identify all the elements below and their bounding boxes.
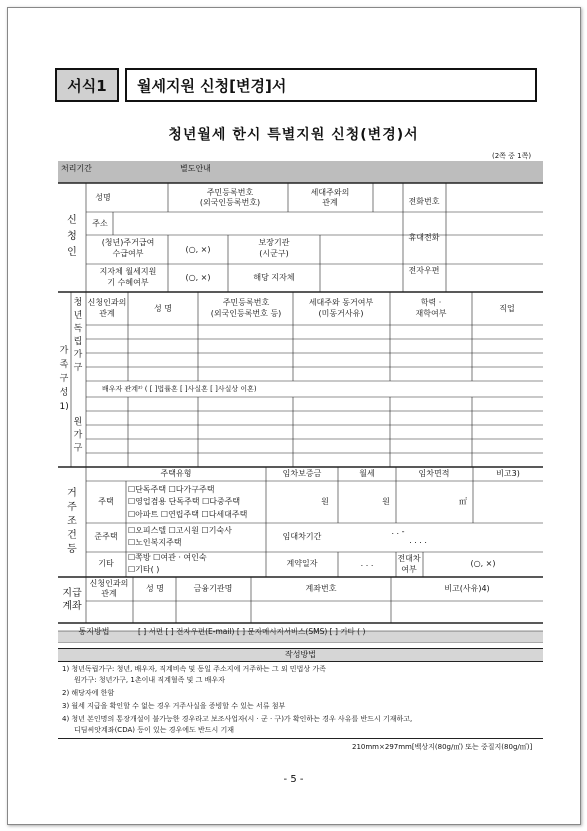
deposit-unit: 원 bbox=[321, 497, 329, 506]
sublease-label-1: 전대차 bbox=[397, 554, 421, 563]
family-section-label: 가족구성1) bbox=[59, 346, 69, 412]
note-4b: 디딤씨앗계좌(CDA) 등이 있는 경우에도 반드시 기재 bbox=[74, 726, 235, 734]
form-name: 월세지원 신청[변경]서 bbox=[125, 68, 537, 102]
family-col-job: 직업 bbox=[499, 304, 515, 313]
housing-section-label: 거주조건등 bbox=[67, 488, 77, 555]
house-options-2[interactable]: ☐영업겸용 단독주택 ☐다중주택 bbox=[128, 497, 241, 506]
security-agency-label-2: (시군구) bbox=[259, 249, 289, 258]
account-col-number: 계좌번호 bbox=[305, 584, 337, 593]
notice-method-options[interactable]: [ ] 서면 [ ] 전자우편(E-mail) [ ] 문자메시지서비스(SMS) [ ] 기타 ( ) bbox=[138, 627, 366, 636]
guide-bottom-rule bbox=[58, 738, 543, 739]
family-col-rrn-2: (외국인등록번호 등) bbox=[210, 309, 282, 318]
family-col-house-2: (미동거사유) bbox=[318, 309, 364, 318]
housing-benefit-label-2: 수급여부 bbox=[112, 249, 144, 258]
lease-dates-2: . . . . bbox=[409, 536, 427, 545]
sublease-label-2: 여부 bbox=[401, 565, 417, 574]
account-col-bank: 금융기관명 bbox=[193, 584, 233, 593]
house-type-label: 주택 bbox=[98, 497, 114, 506]
quasi-house-label: 준주택 bbox=[94, 532, 118, 541]
local-support-ox: (○, ×) bbox=[185, 273, 211, 282]
guide-notes bbox=[62, 664, 542, 738]
note-2: 2) 해당자에 한함 bbox=[62, 689, 115, 697]
account-section-label: 지급계좌 bbox=[62, 588, 82, 612]
applicant-section-label: 신청인 bbox=[67, 215, 77, 258]
origin-household-label: 원가구 bbox=[73, 417, 83, 454]
document-title: 청년월세 한시 특별지원 신청(변경)서 bbox=[168, 127, 419, 143]
address-label: 주소 bbox=[92, 219, 108, 228]
note-4a: 4) 청년 본인명의 통장개설이 불가능한 경우라고 보조사업자(시 · 군 · 구)가 확인하는 경우 사유를 반드시 기재하고, bbox=[62, 715, 413, 723]
family-col-house-1: 세대주와 동거여부 bbox=[308, 298, 374, 307]
family-col-edu-2: 재학여부 bbox=[415, 309, 447, 318]
family-col-edu-1: 학력 · bbox=[420, 298, 442, 307]
rent-unit: 원 bbox=[382, 497, 390, 506]
page-number: - 5 - bbox=[283, 774, 304, 785]
lease-period-label: 임대차기간 bbox=[282, 532, 322, 541]
local-support-label-1: 지자체 월세지원 bbox=[99, 267, 157, 276]
phone-label: 전화번호 bbox=[408, 197, 440, 206]
house-options-3[interactable]: ☐아파트 ☐연립주택 ☐다세대주택 bbox=[128, 510, 248, 519]
house-options-1[interactable]: ☐단독주택 ☐다가구주택 bbox=[128, 485, 215, 494]
local-gov-label: 해당 지자체 bbox=[253, 273, 295, 282]
email-label: 전자우편 bbox=[408, 266, 440, 275]
etc-options-1[interactable]: ☐쪽방 ☐여관 · 여인숙 bbox=[128, 553, 207, 562]
housing-benefit-ox: (○, ×) bbox=[185, 245, 211, 254]
area-header: 임차면적 bbox=[418, 469, 450, 478]
account-col-note: 비고(사유)4) bbox=[444, 584, 490, 593]
paper-size: 210mm×297mm[백상지(80g/㎡) 또는 중질지(80g/㎡)] bbox=[352, 743, 533, 751]
page-count: (2쪽 중 1쪽) bbox=[492, 152, 532, 160]
local-support-label-2: 기 수혜여부 bbox=[107, 278, 149, 287]
note-header: 비고3) bbox=[496, 469, 520, 478]
application-form bbox=[58, 161, 543, 643]
deposit-header: 임차보증금 bbox=[282, 469, 322, 478]
housing-type-header: 주택유형 bbox=[160, 469, 192, 478]
note-1a: 1) 청년독립가구: 청년, 배우자, 직계비속 및 동일 주소지에 거주하는 그 외 민법상 가족 bbox=[62, 665, 326, 673]
etc-house-label: 기타 bbox=[98, 559, 114, 568]
processing-label: 처리기간 bbox=[61, 164, 92, 173]
account-col-relation-2: 관계 bbox=[101, 589, 117, 598]
security-agency-label-1: 보장기관 bbox=[258, 238, 290, 247]
family-col-relation-2: 관계 bbox=[99, 309, 115, 318]
contract-date-label: 계약일자 bbox=[286, 559, 318, 568]
rent-header: 월세 bbox=[359, 469, 375, 478]
processing-value: 별도안내 bbox=[180, 164, 211, 173]
etc-options-2[interactable]: ☐기타( ) bbox=[128, 565, 160, 574]
area-unit: ㎡ bbox=[459, 497, 467, 506]
rrn-label: 주민등록번호 bbox=[206, 188, 254, 197]
form-number: 서식1 bbox=[55, 68, 119, 102]
name-label: 성명 bbox=[95, 193, 111, 202]
notice-method-label: 통지방법 bbox=[78, 627, 110, 636]
family-col-name: 성 명 bbox=[154, 304, 172, 313]
quasi-options-2[interactable]: ☐노인복지주택 bbox=[128, 538, 182, 547]
note-3: 3) 월세 지급을 확인할 수 없는 경우 거주사실을 증빙할 수 있는 서류 첨부 bbox=[62, 702, 286, 710]
youth-household-label: 청년독립가구 bbox=[73, 298, 83, 373]
guide-title: 작성방법 bbox=[285, 650, 316, 659]
note-1b: 원가구: 청년가구, 1촌이내 직계혈족 및 그 배우자 bbox=[74, 676, 225, 684]
family-col-relation-1: 신청인과의 bbox=[87, 298, 127, 307]
rrn-sub-label: (외국인등록번호) bbox=[199, 198, 261, 207]
lease-dates-1: . . - bbox=[391, 527, 405, 536]
householder-label-1: 세대주와의 bbox=[310, 188, 350, 197]
contract-date-dots: . . . bbox=[360, 559, 374, 568]
spouse-relation: 배우자 관계²⁾ ( [ ]법률혼 [ ]사실혼 [ ]사실상 이혼) bbox=[102, 385, 257, 393]
account-col-relation-1: 신청인과의 bbox=[89, 579, 129, 588]
account-col-name: 성 명 bbox=[146, 584, 164, 593]
householder-label-2: 관계 bbox=[322, 198, 338, 207]
form-header bbox=[55, 68, 537, 102]
guide-header-bar bbox=[58, 648, 543, 662]
sublease-ox: (○, ×) bbox=[470, 559, 496, 568]
quasi-options-1[interactable]: ☐오피스텔 ☐고시원 ☐기숙사 bbox=[128, 526, 232, 535]
family-col-rrn-1: 주민등록번호 bbox=[222, 298, 270, 307]
housing-benefit-label-1: (청년)주거급여 bbox=[101, 238, 155, 247]
mobile-label: 휴대전화 bbox=[408, 233, 440, 242]
